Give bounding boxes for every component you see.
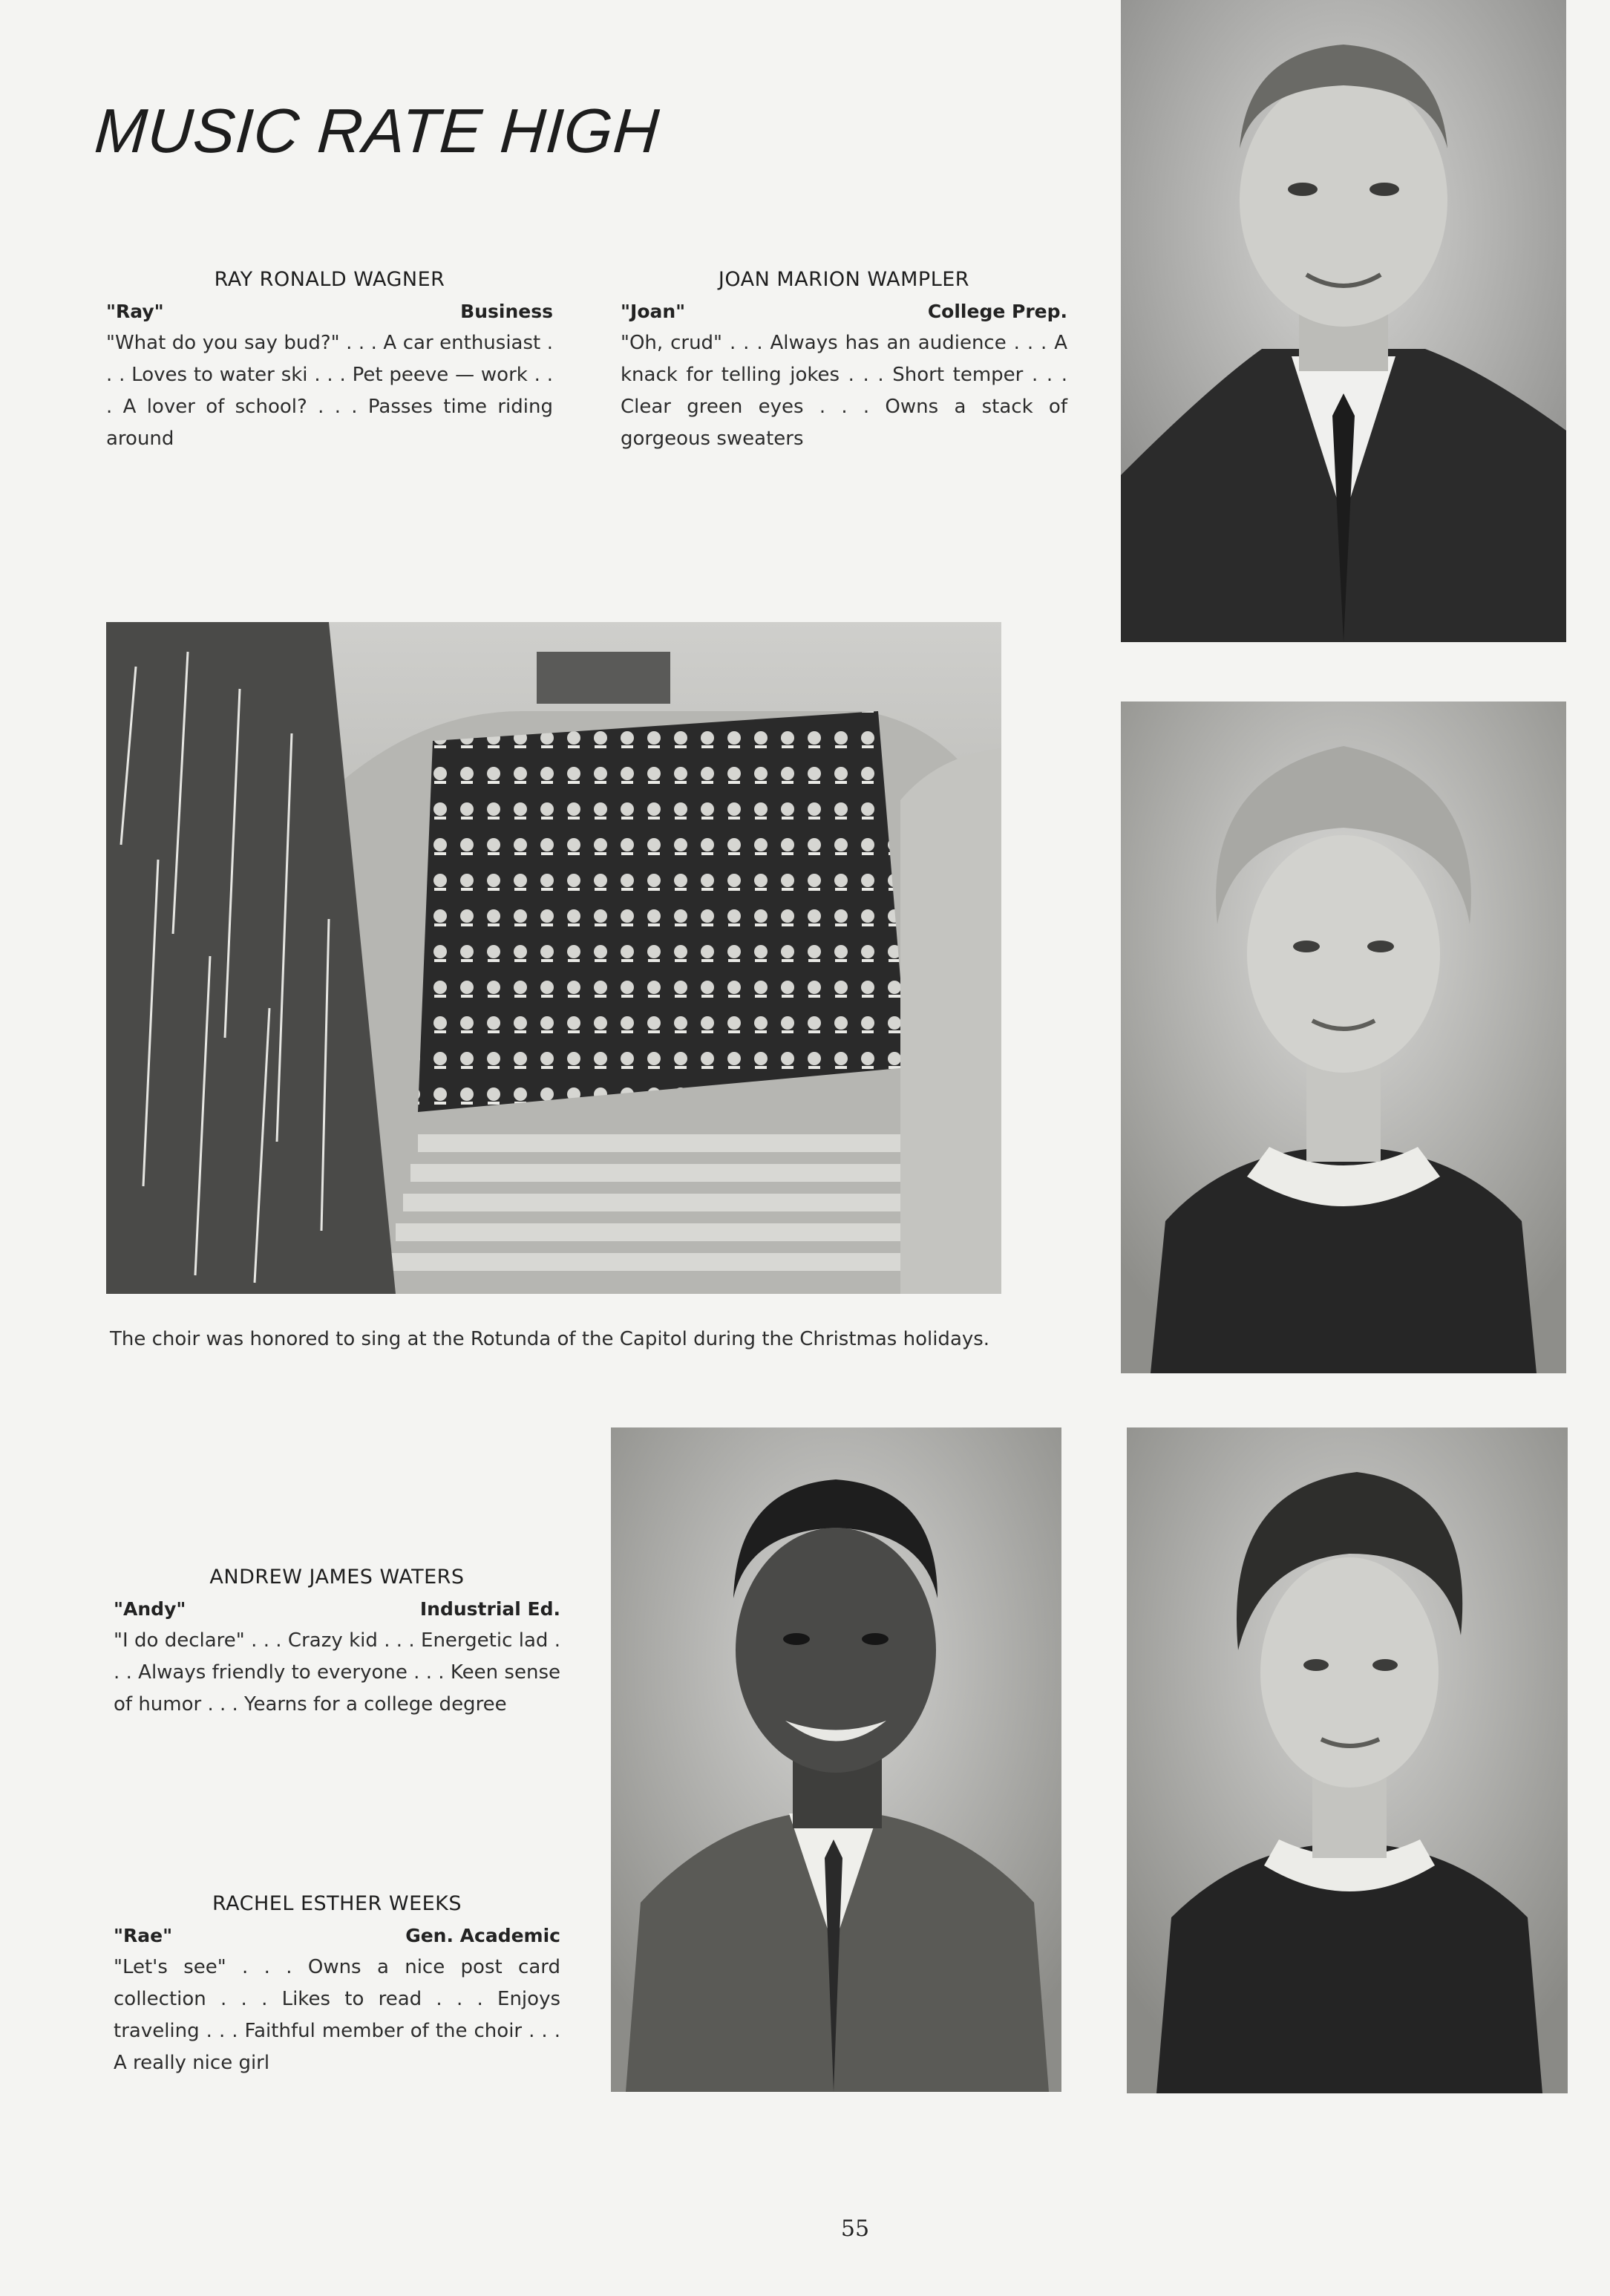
student-description: "Oh, crud" . . . Always has an audience . . . A knack for telling jokes . . . Short temper . . . Clear green eyes . . . Owns a stack of gorgeous sweaters xyxy=(621,332,1067,450)
choir-photo xyxy=(106,622,1001,1294)
bio-andrew-waters xyxy=(114,1561,560,1721)
portrait-image xyxy=(1121,701,1566,1373)
page-number: 55 xyxy=(840,2216,870,2242)
portrait-rachel-weeks xyxy=(1127,1427,1568,2093)
student-course: College Prep. xyxy=(927,301,1067,322)
student-description: "What do you say bud?" . . . A car enthusiast . . . Loves to water ski . . . Pet peeve — work . . . A lover of school? . . . Passes time riding around xyxy=(106,332,553,450)
portrait-joan-wampler xyxy=(1121,701,1566,1373)
bio-ray-wagner xyxy=(106,264,553,455)
student-description: "I do declare" . . . Crazy kid . . . Energetic lad . . . Always friendly to everyone . . . Keen sense of humor . . . Yearns for a college degree xyxy=(114,1629,560,1716)
page-title: MUSIC RATE HIGH xyxy=(92,96,662,166)
student-course: Business xyxy=(460,301,553,322)
portrait-image xyxy=(1127,1427,1568,2093)
nickname-course-row xyxy=(114,1920,560,1952)
student-nickname: "Andy" xyxy=(114,1598,186,1620)
student-nickname: "Rae" xyxy=(114,1925,173,1946)
student-course: Gen. Academic xyxy=(405,1925,560,1946)
student-nickname: "Ray" xyxy=(106,301,164,322)
bio-rachel-weeks xyxy=(114,1888,560,2079)
student-course: Industrial Ed. xyxy=(419,1598,560,1620)
nickname-course-row xyxy=(114,1593,560,1625)
portrait-andrew-waters xyxy=(611,1427,1061,2092)
nickname-course-row xyxy=(621,295,1067,327)
portrait-image xyxy=(611,1427,1061,2092)
student-name: ANDREW JAMES WATERS xyxy=(209,1566,465,1589)
student-name: JOAN MARION WAMPLER xyxy=(718,268,970,291)
student-name: RAY RONALD WAGNER xyxy=(214,268,445,291)
portrait-image xyxy=(1121,0,1566,642)
student-description: "Let's see" . . . Owns a nice post card collection . . . Likes to read . . . Enjoys traveling . . . Faithful member of the choir . . . A really nice girl xyxy=(114,1956,560,2074)
portrait-ray-wagner xyxy=(1121,0,1566,642)
photo-caption: The choir was honored to sing at the Rotunda of the Capitol during the Christmas holidays. xyxy=(110,1328,990,1350)
nickname-course-row xyxy=(106,295,553,327)
student-nickname: "Joan" xyxy=(621,301,686,322)
student-name: RACHEL ESTHER WEEKS xyxy=(212,1892,462,1915)
bio-joan-wampler xyxy=(621,264,1067,455)
choir-image xyxy=(106,622,1001,1294)
